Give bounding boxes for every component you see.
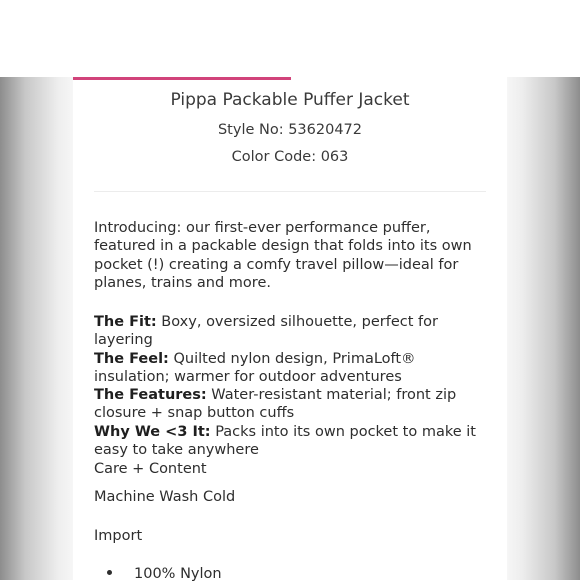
feature-text: Packs into its own pocket to make it easy to take anywhere bbox=[94, 423, 476, 459]
material-list-item bbox=[107, 565, 222, 583]
feature-label: The Features: bbox=[94, 387, 207, 404]
feature-text: Water-resistant material; front zip closure + snap button cuffs bbox=[94, 387, 457, 422]
feature-text: Boxy, oversized silhouette, perfect for layering bbox=[94, 314, 438, 349]
feature-feel bbox=[94, 350, 495, 387]
left-background bbox=[0, 77, 73, 580]
care-content-heading: Care + Content bbox=[94, 461, 207, 477]
feature-features bbox=[94, 386, 495, 423]
origin-label: Import bbox=[94, 528, 143, 544]
bullet-icon bbox=[107, 570, 112, 575]
feature-why bbox=[94, 423, 495, 460]
wash-instructions: Machine Wash Cold bbox=[94, 489, 236, 505]
feature-fit bbox=[94, 313, 495, 350]
feature-label: The Fit: bbox=[94, 314, 157, 330]
material-text: 100% Nylon bbox=[134, 566, 222, 582]
feature-list bbox=[94, 313, 495, 459]
product-intro: Introducing: our first-ever performance puffer, featured in a packable design that folds into its own pocket (!) creating a comfy travel pillow—ideal for planes, trains and more. bbox=[94, 220, 472, 291]
style-number: Style No: 53620472 bbox=[217, 122, 363, 138]
accent-bar bbox=[73, 77, 291, 80]
product-title: Pippa Packable Puffer Jacket bbox=[170, 90, 410, 110]
feature-label: Why We <3 It: bbox=[94, 423, 211, 440]
product-details-card bbox=[73, 77, 507, 580]
feature-text: Quilted nylon design, PrimaLoft® insulation; warmer for outdoor adventures bbox=[94, 350, 416, 385]
right-background bbox=[507, 77, 580, 580]
divider bbox=[94, 191, 486, 192]
feature-label: The Feel: bbox=[94, 350, 169, 367]
color-code: Color Code: 063 bbox=[231, 149, 349, 165]
